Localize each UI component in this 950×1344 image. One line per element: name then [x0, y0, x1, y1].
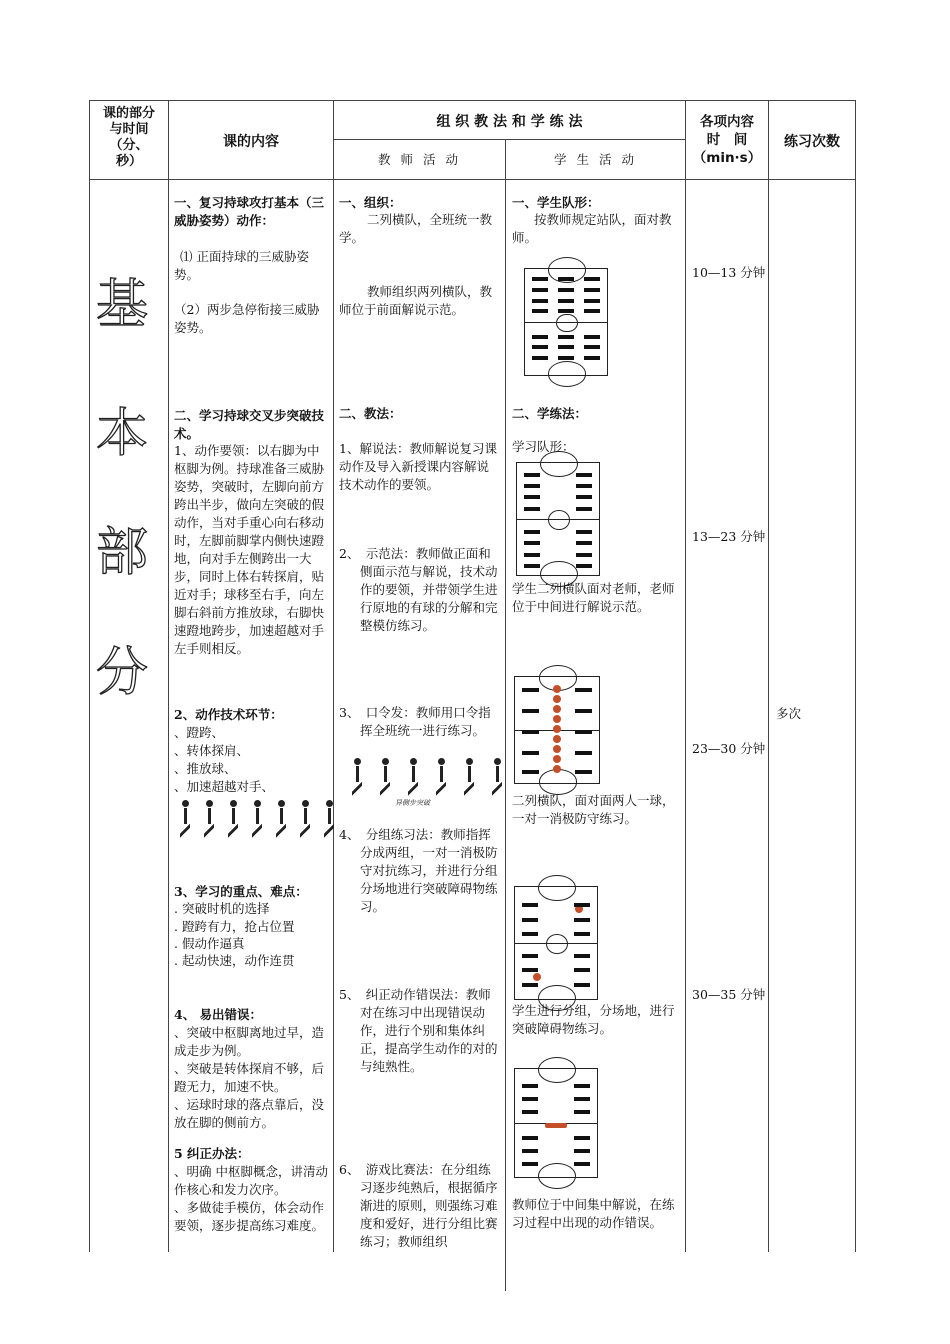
content-s3-title: 2、动作技术环节： [174, 707, 283, 722]
section-char-1: 基 [95, 275, 148, 335]
content-s2-title: 二、学习持球交叉步突破技术。 [174, 408, 325, 441]
teacher-t2-p6: 6、 游戏比赛法：在分组练习逐步纯熟后，根据循序渐进的原则，则强练习难度和爱好，进行分组比赛练习；教师组织 [339, 1162, 498, 1249]
header-duration: 各项内容 时 间 （min·s） [692, 114, 762, 166]
time-slot-4: 30—35 分钟 [692, 987, 766, 1002]
content-s2-body: 1、动作要领：以右脚为中枢脚为例。持球准备三威胁姿势，突破时，左脚向前方跨出半步，做向左突破的假动作，当对手重心向右移动时，左脚前脚掌内侧快速蹬地，向对手左侧跨出一大步，同时上体右转探肩，贴近对手；球移至右手，向左脚右斜前方推放球，右脚快速蹬地跨步，加速超越对手左手则相反。 [174, 443, 325, 656]
table-header-divider [333, 139, 685, 140]
teacher-t2-p5: 5、 纠正动作错误法：教师对在练习中出现错误动作，进行个别和集体纠正，提高学生动作的对的与纯熟性。 [339, 987, 498, 1074]
teacher-t2-p2: 2、 示范法：教师做正面和侧面示范与解说，技术动作的要领，并带领学生进行原地的有球的分解和完整模仿练习。 [339, 546, 498, 633]
student-st2-p2: 学生二列横队面对老师，老师位于中间进行解说示范。 [512, 581, 675, 614]
table-col-divider-4 [685, 100, 686, 1252]
content-s5-title: 4、 易出错误： [174, 1007, 263, 1022]
teacher-t1-p2: 教师组织两列横队，教师位于前面解说示范。 [339, 284, 493, 317]
teacher-t2-p4: 4、 分组练习法：教师指挥分成两组，一对一消极防守对抗练习，并进行分组分场地进行突破障碍物练习。 [339, 827, 498, 914]
content-s4-item-3: . 假动作逼真 [174, 936, 245, 951]
section-char-2: 本 [95, 404, 148, 464]
content-s6-body: 、明确 中枢脚概念，讲清动作核心和发力次序。 、多做徒手模仿，体会动作要领，逐步提高练习难度。 [174, 1164, 328, 1233]
header-section-time: 课的部分 与时间 （分、 秒） [102, 106, 155, 169]
teacher-t2-image-caption: 异侧步突破 [395, 799, 430, 807]
table-border-left [89, 100, 90, 1252]
time-slot-1: 10—13 分钟 [692, 265, 766, 280]
content-s3-item-2: 、转体探肩、 [174, 743, 250, 758]
content-s4-item-1: . 突破时机的选择 [174, 901, 270, 916]
teacher-t2-p1: 1、解说法：教师解说复习课动作及导入新授课内容解说技术动作的要领。 [339, 441, 497, 492]
student-st2-p1: 学习队形： [512, 439, 575, 454]
student-st1-p1: 按教师规定站队，面对教师。 [512, 212, 672, 245]
content-s1-title: 一、复习持球攻打基本（三威胁姿势）动作： [174, 195, 325, 228]
formation-diagram-5 [514, 1068, 598, 1178]
teacher-t1-title: 一、组织： [339, 195, 402, 210]
student-st2-p5: 教师位于中间集中解说，在练习过程中出现的动作错误。 [512, 1197, 675, 1230]
section-char-3: 部 [95, 523, 148, 583]
content-s5-body: 、突破中枢脚离地过早，造成走步为例。 、突破是转体探肩不够，后蹬无力，加速不快。 、运球时球的落点靠后，没放在脚的侧前方。 [174, 1025, 325, 1130]
content-s4-title: 3、学习的重点、难点： [174, 884, 308, 899]
formation-diagram-4 [514, 886, 598, 1000]
header-student-activity: 学 生 活 动 [554, 152, 637, 167]
content-s3-item-3: 、推放球、 [174, 761, 237, 776]
time-slot-3: 23—30 分钟 [692, 741, 766, 756]
formation-diagram-2 [516, 462, 600, 576]
teacher-t2-title: 二、教法： [339, 406, 402, 421]
header-method: 组 织 教 法 和 学 练 法 [436, 114, 583, 130]
content-s6-title: 5 纠正办法： [174, 1146, 250, 1161]
table-col-divider-1 [168, 100, 169, 1252]
teacher-t1-p1: 二列横队，全班统一教学。 [339, 212, 493, 245]
student-st2-p4: 学生进行分组，分场地，进行突破障碍物练习。 [512, 1003, 675, 1036]
content-s3-item-1: 、蹬跨、 [174, 725, 225, 740]
student-st1-title: 一、学生队形： [512, 195, 600, 210]
table-border-right [855, 100, 856, 1252]
header-practice-count: 练习次数 [784, 134, 840, 150]
practice-count-value: 多次 [776, 706, 802, 721]
content-s4-item-4: . 起动快速，动作连贯 [174, 953, 295, 968]
time-slot-2: 13—23 分钟 [692, 529, 766, 544]
header-teacher-activity: 教 师 活 动 [378, 152, 461, 167]
table-header-bottom [89, 179, 856, 180]
table-col-divider-3 [505, 139, 506, 1291]
header-content: 课的内容 [223, 134, 279, 150]
table-col-divider-2 [333, 100, 334, 1252]
table-top-border [89, 100, 856, 101]
section-char-4: 分 [95, 643, 148, 703]
content-s1-p1: ⑴ 正面持球的三威胁姿势。 [174, 249, 309, 282]
breakthrough-demo-image [348, 758, 506, 798]
formation-diagram-1 [524, 268, 608, 376]
student-st2-title: 二、学练法： [512, 406, 588, 421]
student-st2-p3: 二列横队，面对面两人一球，一对一消极防守练习。 [512, 793, 675, 826]
table-col-divider-5 [768, 100, 769, 1252]
formation-diagram-3 [514, 676, 600, 784]
crossover-step-sequence-image [176, 800, 338, 840]
content-s1-p2: （2）两步急停衔接三威胁姿势。 [174, 302, 320, 335]
teacher-t2-p3: 3、 口令发：教师用口令指挥全班统一进行练习。 [339, 705, 491, 738]
content-s3-item-4: 、加速超越对手、 [174, 779, 275, 794]
content-s4-item-2: . 蹬跨有力，抢占位置 [174, 919, 295, 934]
